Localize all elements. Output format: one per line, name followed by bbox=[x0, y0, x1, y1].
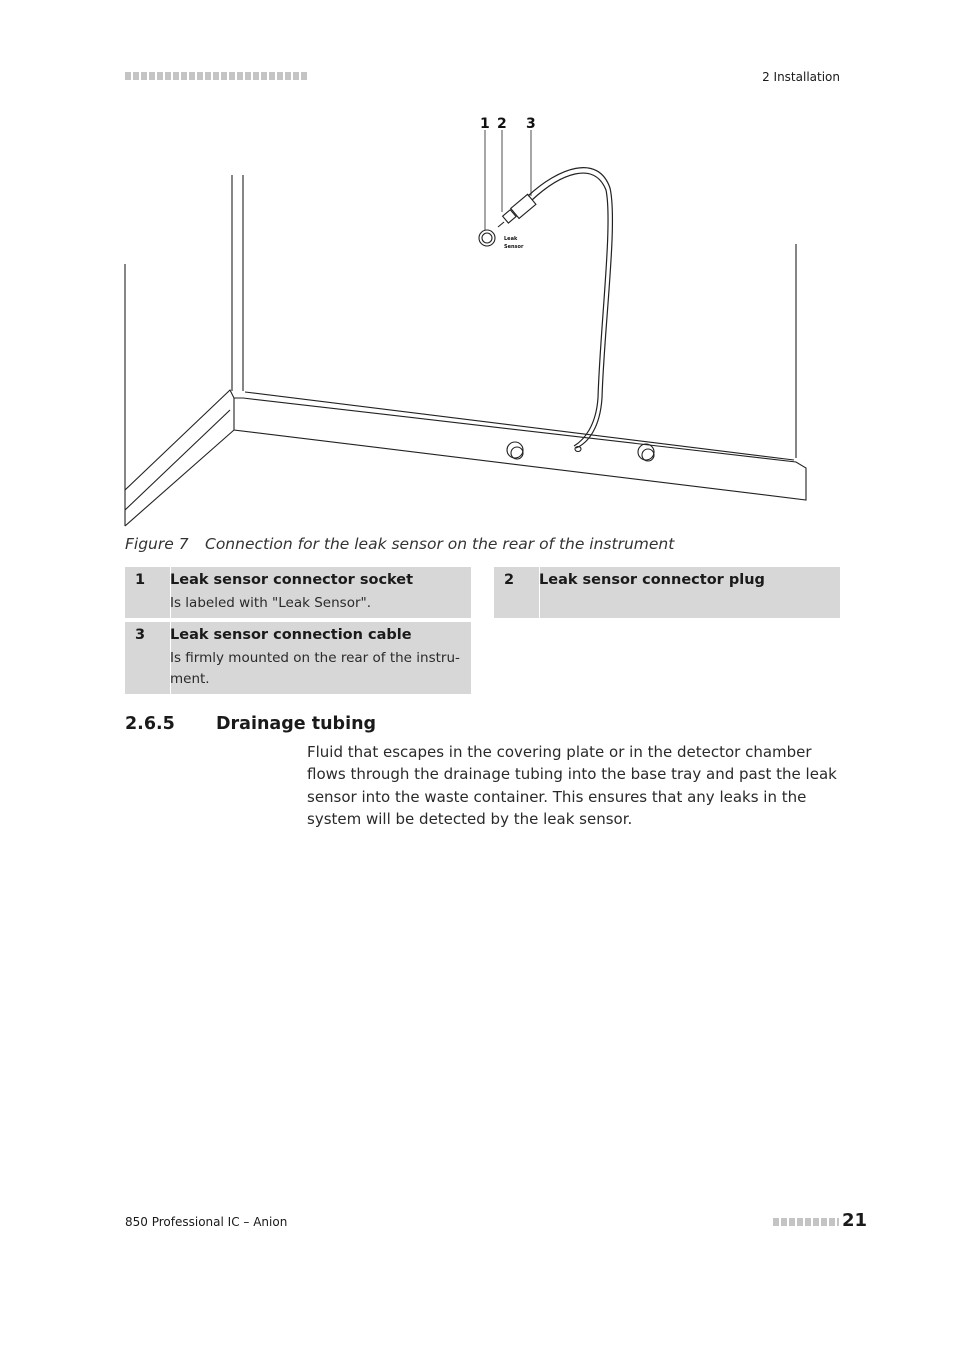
legend-item-2 bbox=[494, 567, 840, 618]
instrument-rear-drawing bbox=[118, 108, 818, 533]
legend-number: 2 bbox=[504, 572, 515, 588]
socket-label-line-1: Leak bbox=[504, 236, 518, 242]
legend-number: 3 bbox=[135, 627, 146, 643]
figure-caption-label: Figure 7 bbox=[125, 535, 189, 553]
legend-item-3 bbox=[125, 622, 471, 694]
base-left-edge bbox=[125, 430, 234, 526]
page-number: 21 bbox=[841, 1210, 867, 1231]
base-left-edge bbox=[125, 410, 230, 510]
figure-caption-text: Connection for the leak sensor on the rear of the instrument bbox=[205, 535, 675, 553]
base-left-edge bbox=[125, 390, 234, 490]
figure-caption bbox=[125, 535, 674, 553]
socket-label-line-2: Sensor bbox=[504, 244, 524, 250]
base-strip bbox=[234, 398, 806, 500]
callout-1: 1 bbox=[480, 116, 490, 132]
figure-leak-sensor-connection bbox=[118, 108, 818, 533]
leak-sensor-cable bbox=[532, 173, 608, 446]
header-section-title: 2 Installation bbox=[762, 70, 840, 84]
base-knob bbox=[638, 444, 654, 460]
legend-description: Is firmly mounted on the rear of the instru- ment. bbox=[170, 650, 460, 687]
legend-title: Leak sensor connector socket bbox=[170, 572, 414, 588]
leak-sensor-cable bbox=[528, 168, 612, 448]
connector-pin bbox=[498, 222, 504, 227]
section-number: 2.6.5 bbox=[125, 714, 175, 734]
callout-2: 2 bbox=[497, 116, 507, 132]
section-title: Drainage tubing bbox=[216, 714, 377, 734]
legend-title: Leak sensor connection cable bbox=[170, 627, 412, 643]
legend-title: Leak sensor connector plug bbox=[539, 572, 765, 588]
base-knob bbox=[507, 442, 523, 458]
base-top-edge bbox=[245, 392, 794, 460]
legend-item-1 bbox=[125, 567, 471, 618]
footer-product-name: 850 Professional IC – Anion bbox=[125, 1215, 288, 1229]
header-decoration bbox=[125, 72, 307, 80]
footer-decoration bbox=[773, 1218, 839, 1226]
legend-number: 1 bbox=[135, 572, 146, 588]
callout-3: 3 bbox=[526, 116, 536, 132]
section-body-text: Fluid that escapes in the covering plate or in the detector chamber flows through the drainage tubing into the base tray and past the leak sensor into the waste container. This ensures that any leaks in the system will be detected by the leak sensor. bbox=[307, 743, 837, 828]
legend-description: Is labeled with "Leak Sensor". bbox=[170, 595, 372, 611]
connector-socket bbox=[479, 230, 495, 246]
connector-socket-inner bbox=[482, 233, 492, 243]
